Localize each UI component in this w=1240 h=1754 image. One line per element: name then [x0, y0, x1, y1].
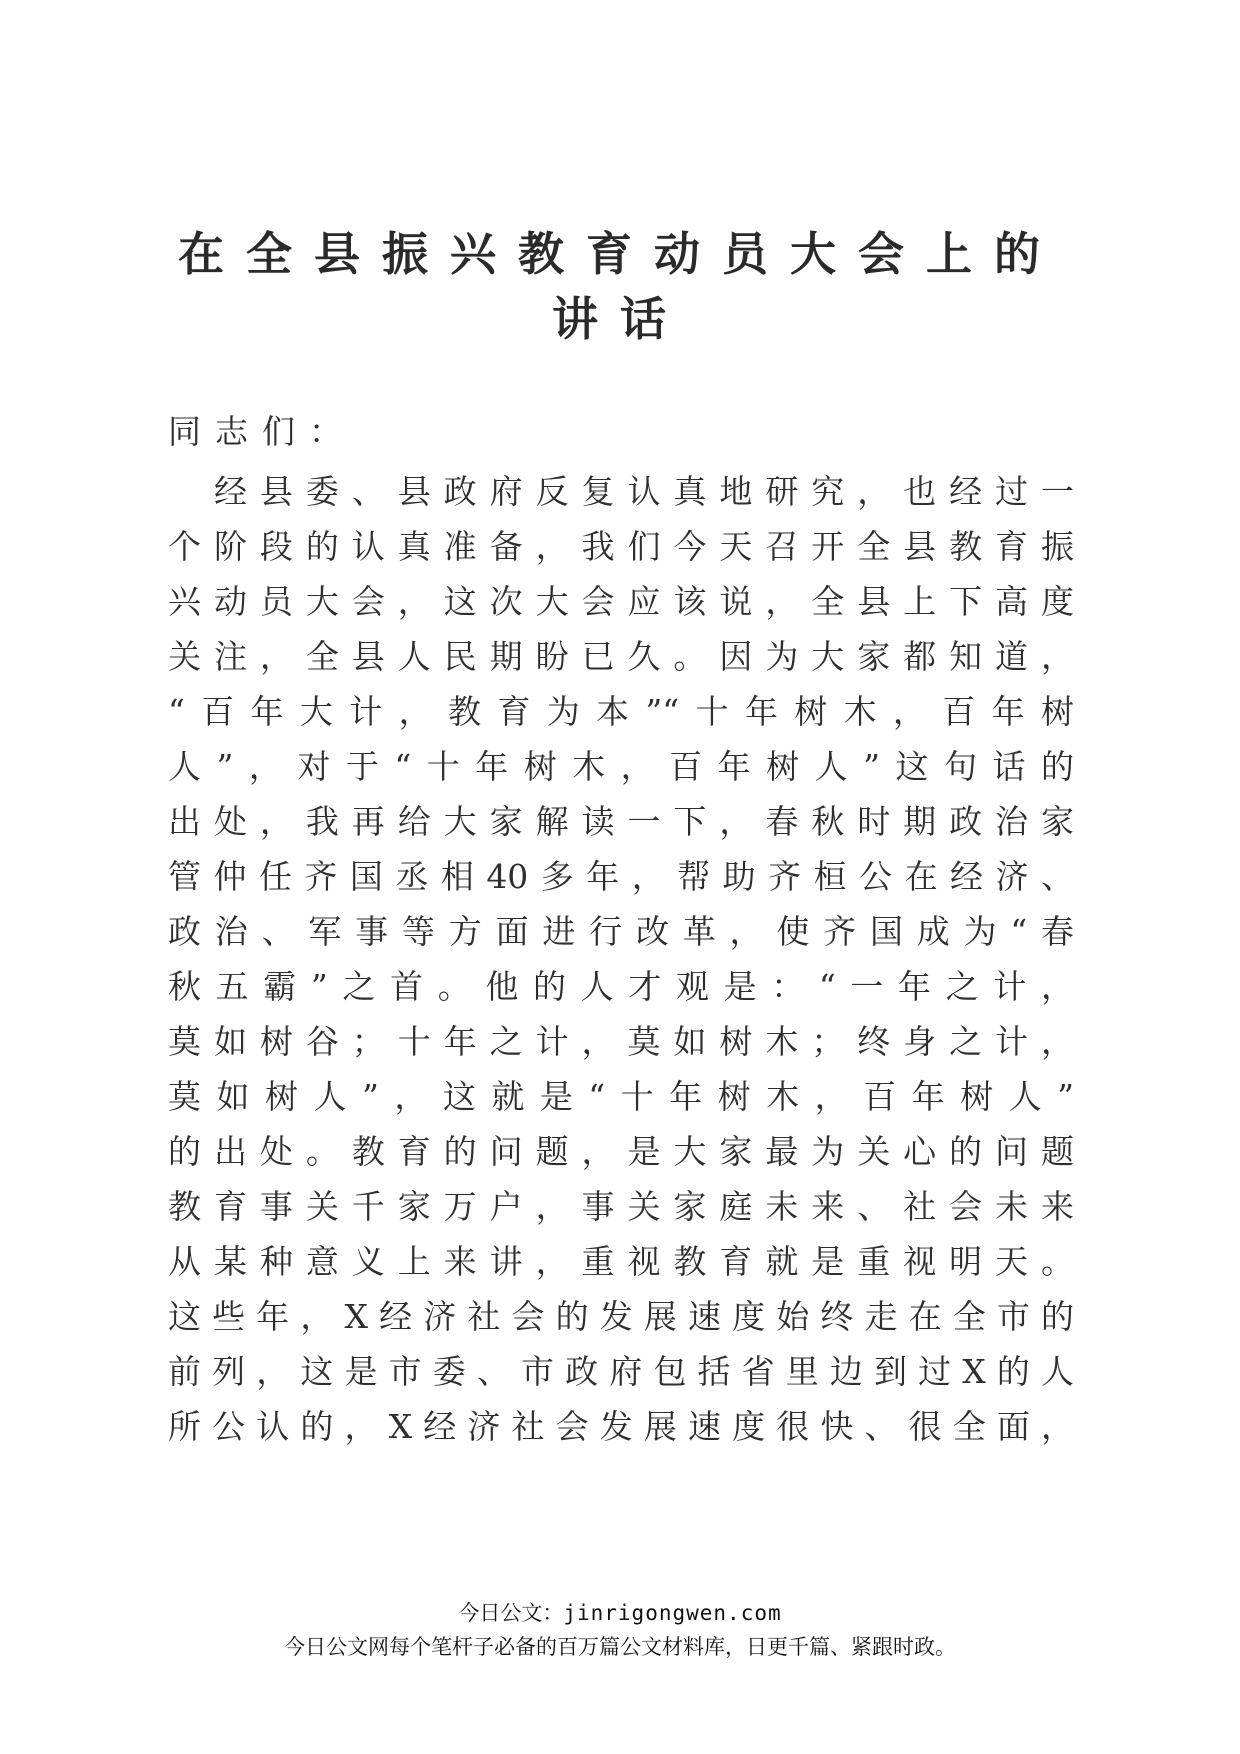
body-line: 人”，对于“十年树木，百年树人”这句话的	[168, 747, 1074, 786]
body-line: 管仲任齐国丞相40多年，帮助齐桓公在经济、	[168, 857, 1074, 896]
body-line: 莫如树人”，这就是“十年树木，百年树人”	[168, 1077, 1074, 1116]
body-line: 从某种意义上来讲，重视教育就是重视明天。	[168, 1242, 1074, 1281]
body-line: 出处，我再给大家解读一下，春秋时期政治家	[168, 802, 1074, 841]
body-line: 个阶段的认真准备，我们今天召开全县教育振	[168, 527, 1074, 566]
body-line: 所公认的，X经济社会发展速度很快、很全面，	[168, 1407, 1074, 1446]
body-line: 的出处。教育的问题，是大家最为关心的问题	[168, 1132, 1074, 1171]
body-line: 莫如树谷；十年之计，莫如树木；终身之计，	[168, 1022, 1074, 1061]
footer-slogan: 今日公文网每个笔杆子必备的百万篇公文材料库，日更千篇、紧跟时政。	[284, 1635, 956, 1659]
body-line: “百年大计，教育为本”“十年树木，百年树	[168, 692, 1074, 731]
body-line: 这些年，X经济社会的发展速度始终走在全市的	[168, 1297, 1074, 1336]
body-line: 经县委、县政府反复认真地研究，也经过一	[168, 472, 1074, 511]
document-title-line-1: 在全县振兴教育动员大会上的	[178, 227, 1062, 281]
footer-site-line	[0, 1597, 1240, 1627]
greeting: 同志们：	[168, 412, 356, 451]
body-line: 教育事关千家万户，事关家庭未来、社会未来	[168, 1187, 1074, 1226]
body-line: 关注，全县人民期盼已久。因为大家都知道，	[168, 637, 1074, 676]
document-title-line-2: 讲话	[552, 292, 688, 346]
body-line: 政治、军事等方面进行改革，使齐国成为“春	[168, 912, 1074, 951]
body-line: 秋五霸”之首。他的人才观是：“一年之计，	[168, 967, 1074, 1006]
footer-site-link[interactable]: jinrigongwen.com	[563, 1601, 782, 1625]
footer-site-label: 今日公文：	[458, 1601, 564, 1625]
body-line: 前列，这是市委、市政府包括省里边到过X的人	[168, 1352, 1074, 1391]
body-line: 兴动员大会，这次大会应该说，全县上下高度	[168, 582, 1074, 621]
